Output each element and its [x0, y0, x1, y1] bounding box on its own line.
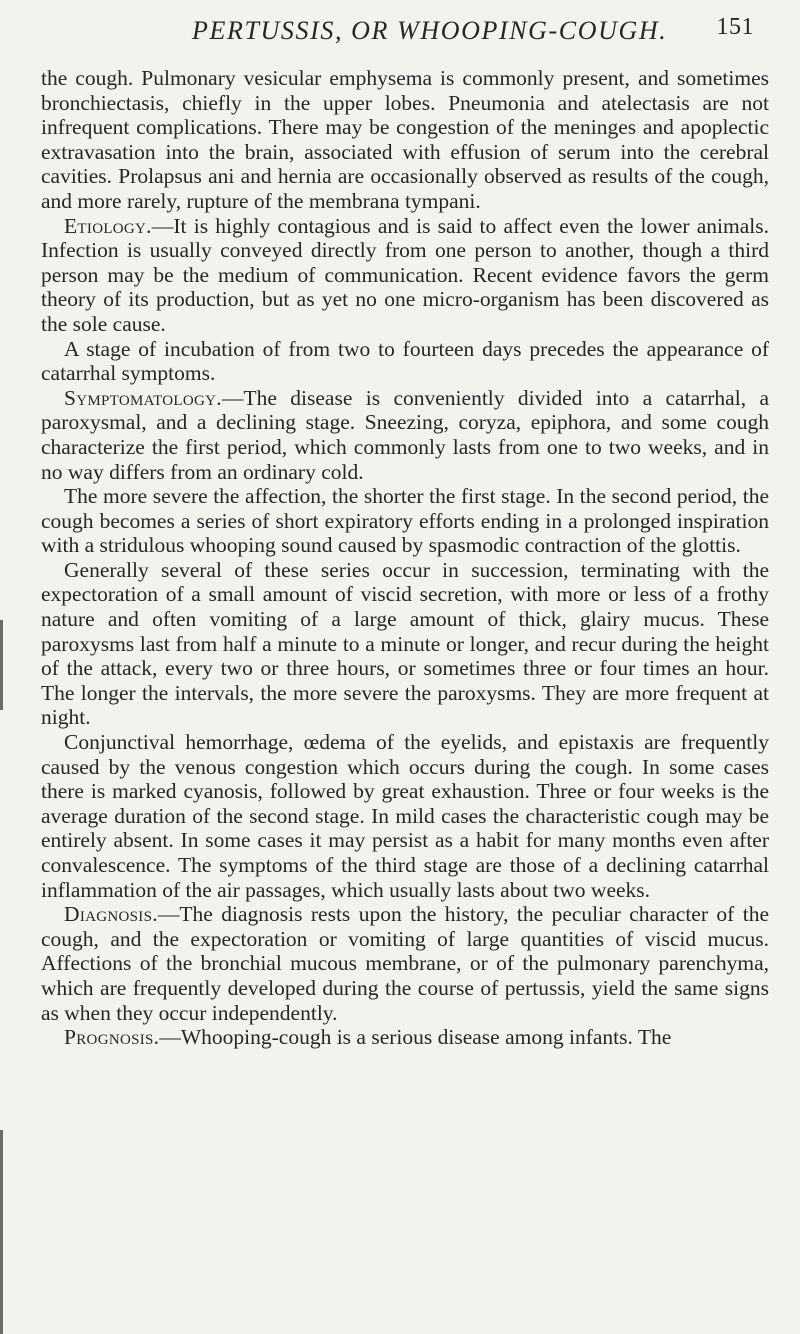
page-number: 151 [716, 14, 754, 40]
page-edge-shadow [0, 620, 3, 710]
paragraph-text: the cough. Pulmonary vesicular emphysema is commonly present, and sometimes bronchiectasis, chiefly in the upper lobes. Pneumonia and atelectasis are not infrequent complications. There may be congestion of the meninges and apoplectic extravasation into the brain, associated with effusion of serum into the cerebral cavities. Prolapsus ani and hernia are occasionally observed as results of the cough, and more rarely, rupture of the membrana tympani. [41, 66, 769, 213]
paragraph-text: —The diagnosis rests upon the history, the peculiar character of the cough, and the expectoration or vomiting of large quantities of viscid mucus. Affections of the bronchial mucous membrane, or of the pulmonary parenchyma, which are frequently developed during the course of pertussis, yield the same signs as when they occur independently. [41, 902, 769, 1025]
paragraph-text: The more severe the affection, the shorter the first stage. In the second period, the cough becomes a series of short expiratory efforts ending in a prolonged inspiration with a stridulous whooping sound caused by spasmodic contraction of the glottis. [41, 484, 769, 558]
paragraph-paroxysms [41, 558, 769, 730]
paragraph-complications [41, 730, 769, 902]
paragraph-text: —It is highly contagious and is said to affect even the lower animals. Infection is usually conveyed directly from one person to another, though a third person may be the medium of communication. Recent evidence favors the germ theory of its production, but as yet no one micro-organism has been discovered as the sole cause. [41, 213, 769, 336]
paragraph-text: A stage of incubation of from two to fourteen days precedes the appearance of catarrhal symptoms. [41, 336, 769, 386]
paragraph-prognosis [41, 1025, 769, 1050]
paragraph-etiology [41, 214, 769, 337]
section-heading-etiology: Etiology. [64, 213, 152, 238]
body-text [41, 66, 769, 1050]
section-heading-prognosis: Prognosis. [64, 1025, 160, 1050]
paragraph-second-period [41, 484, 769, 558]
paragraph-text: —Whooping-cough is a serious disease among infants. The [159, 1025, 672, 1050]
paragraph-text: —The disease is conveniently divided into a catarrhal, a paroxysmal, and a declining stage. Sneezing, coryza, epiphora, and some cough characterize the first period, which commonly lasts from one to two weeks, and in no way differs from an ordinary cold. [41, 385, 769, 484]
paragraph-pathology-continued [41, 66, 769, 214]
paragraph-diagnosis [41, 902, 769, 1025]
paragraph-text: Conjunctival hemorrhage, œdema of the eyelids, and epistaxis are frequently caused by the venous congestion which occurs during the cough. In some cases there is marked cyanosis, followed by great exhaustion. Three or four weeks is the average duration of the second stage. In mild cases the characteristic cough may be entirely absent. In some cases it may persist as a habit for many months even after convalescence. The symptoms of the third stage are those of a declining catarrhal inflammation of the air passages, which usually lasts about two weeks. [41, 730, 769, 902]
paragraph-text: Generally several of these series occur in succession, terminating with the expectoration of a small amount of viscid secretion, with more or less of a frothy nature and often vomiting of a large amount of thick, glairy mucus. These paroxysms last from half a minute to a minute or longer, and recur during the height of the attack, every two or three hours, or sometimes three or four times an hour. The longer the intervals, the more severe the paroxysms. They are more frequent at night. [41, 557, 769, 730]
page-header [0, 10, 800, 54]
running-title: PERTUSSIS, OR WHOOPING-COUGH. [192, 16, 668, 45]
section-heading-diagnosis: Diagnosis. [64, 902, 158, 927]
section-heading-symptomatology: Symptomatology. [64, 385, 222, 410]
page-edge-shadow [0, 1130, 3, 1334]
paragraph-symptomatology [41, 386, 769, 484]
paragraph-incubation [41, 337, 769, 386]
